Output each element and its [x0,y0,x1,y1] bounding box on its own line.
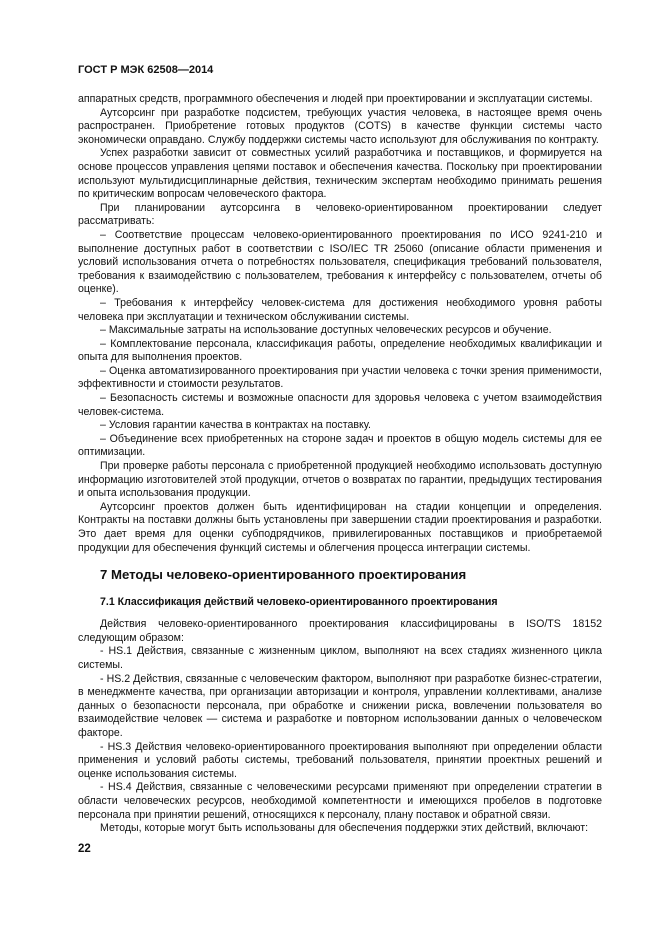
list-item: - HS.2 Действия, связанные с человеческим фактором, выполняют при разработке бизнес-стратегии, в менеджменте качества, при организации авторизации и контроля, управлении коллективами, анализе данных о безопасности персонала, при обработке и снижении риска, вовлечении пользователя во взаимодействие человек — система и разработке и повторном использовании данных о человеческом факторе. [78,672,602,739]
paragraph: аппаратных средств, программного обеспечения и людей при проектировании и эксплуатации системы. [78,93,593,105]
list-item: – Безопасность системы и возможные опасности для здоровья человека с учетом взаимодействия человек-система. [78,392,602,418]
paragraph: При проверке работы персонала с приобретенной продукцией необходимо использовать доступную информацию изготовителей этой продукции, отчетов о возвратах по гарантии, предыдущих тестирования и опыта использования продукции. [78,460,602,500]
list-item: – Максимальные затраты на использование доступных человеческих ресурсов и обучение. [100,324,552,337]
paragraph: Аутсорсинг проектов должен быть идентифицирован на стадии концепции и определения. Контракты на поставки должны быть установлены при завершении стадии проектирования и разработки. Это дает время для оценки субподрядчиков, привилегированных поставщиков и приобретаемой продукции для обеспечения функций системы и облегчения процесса интеграции системы. [78,500,602,554]
section-heading: 7 Методы человеко-ориентированного проектирования [100,567,467,583]
page-content [78,64,602,836]
subsection-heading: 7.1 Классификация действий человеко-ориентированного проектирования [100,596,498,609]
page-number: 22 [78,843,91,855]
list-item: - HS.3 Действия человеко-ориентированного проектирования выполняют при определении области применения и условий работы системы, требований пользователя, принятии проектных решений и оценке использования системы. [78,740,602,780]
paragraph: Действия человеко-ориентированного проектирования классифицированы в ISO/TS 18152 следующим образом: [78,618,602,644]
list-item: – Комплектование персонала, классификация работы, определение необходимых квалификации и опыта для выполнения проектов. [78,337,602,364]
document-code-header: ГОСТ Р МЭК 62508—2014 [78,64,214,76]
paragraph: Методы, которые могут быть использованы для обеспечения поддержки этих действий, включают: [100,822,589,835]
list-item: - HS.4 Действия, связанные с человеческими ресурсами применяют при определении стратегии в области человеческих ресурсов, необходимой компетентности и имеющихся пробелов в подготовке персонала при принятии решений, относящихся к персоналу, плану поставок и обратной связи. [78,781,602,821]
paragraph: При планировании аутсорсинга в человеко-ориентированном проектировании следует рассматривать: [78,201,602,228]
list-item: – Соответствие процессам человеко-ориентированного проектирования по ИСО 9241-210 и выполнение доступных работ в соответствии с ISO/IEC TR 25060 (описание области применения и условий использования отчета о потребностях пользователя, спецификация требований пользователя, требования к взаимодействию с пользователем, требования к интерфейсу с пользователем, отчеты об оценке). [78,228,602,296]
list-item: – Требования к интерфейсу человек-система для достижения необходимого уровня работы человека при эксплуатации и техническом обслуживании системы. [78,296,602,323]
paragraph: Аутсорсинг при разработке подсистем, требующих участия человека, в настоящее время очень распространен. Приобретение готовых продуктов (COTS) в качестве функции системы часто экономически оправдано. Службу поддержки системы часто используют для обслуживания по контракту. [78,106,602,146]
list-item: – Условия гарантии качества в контрактах на поставку. [100,419,371,432]
list-item: – Объединение всех приобретенных на стороне задач и проектов в общую модель системы для ее оптимизации. [78,432,602,459]
list-item: – Оценка автоматизированного проектирования при участии человека с точки зрения применимости, эффективности и стоимости результатов. [78,364,602,391]
paragraph: Успех разработки зависит от совместных усилий разработчика и поставщиков, и формируется на основе процессов управления цепями поставок и обеспечения качества. Поскольку при проектировании используют мультидисциплинарные действия, техническим экспертам необходимо принимать решения по критическим вопросам человеческого фактора. [78,147,602,201]
list-item: - HS.1 Действия, связанные с жизненным циклом, выполняют на всех стадиях жизненного цикла системы. [78,645,602,671]
